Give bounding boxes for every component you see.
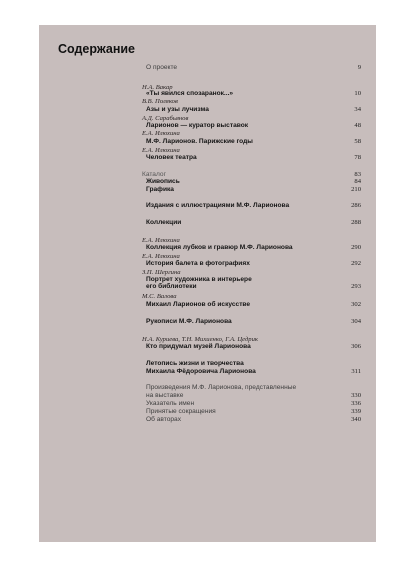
toc-author: З.П. Шергина <box>142 269 181 276</box>
toc-page-number: 292 <box>351 260 361 267</box>
toc-title: Произведения М.Ф. Ларионова, представленные <box>146 384 297 391</box>
toc-author: Е.А. Илюхина <box>142 130 180 137</box>
toc-title: М.Ф. Ларионов. Парижские годы <box>146 138 253 145</box>
toc-title: Издания с иллюстрациями М.Ф. Ларионова <box>146 202 290 209</box>
toc-page-number: 311 <box>351 368 361 375</box>
toc-title: Указатель имен <box>146 400 195 407</box>
toc-page-number: 9 <box>357 64 361 71</box>
toc-title: на выставке <box>146 392 184 399</box>
toc-entry <box>39 62 376 74</box>
toc-author: В.В. Поляков <box>142 98 178 105</box>
toc-title: Летопись жизни и творчества <box>146 360 244 367</box>
toc-title: «Ты явился спозаранок...» <box>146 90 234 97</box>
toc-title: Ларионов — куратор выставок <box>146 122 249 129</box>
toc-entry <box>39 200 376 212</box>
toc-entry <box>39 366 376 378</box>
toc-page-number: 306 <box>351 343 361 350</box>
toc-title: Михаил Ларионов об искусстве <box>146 301 251 308</box>
toc-page-number: 210 <box>351 186 361 193</box>
toc-page-number: 304 <box>351 318 361 325</box>
toc-author: Н.А. Куриева, Т.Н. Михиенко, Г.А. Цедрик <box>142 336 258 343</box>
toc-page-number: 78 <box>354 154 361 161</box>
toc-section-label: Каталог <box>142 171 166 178</box>
book-page <box>39 25 376 542</box>
toc-page-number: 293 <box>351 283 361 290</box>
toc-title: Рукописи М.Ф. Ларионова <box>146 318 232 325</box>
toc-author: А.Д. Сарабьянов <box>142 115 189 122</box>
toc-author: Е.А. Илюхина <box>142 147 180 154</box>
toc-title: Азы и узы лучизма <box>146 106 209 113</box>
toc-page-number: 330 <box>351 392 361 399</box>
toc-page-number: 48 <box>354 122 361 129</box>
toc-page-number: 286 <box>351 202 361 209</box>
toc-author: М.С. Валова <box>142 293 177 300</box>
toc-title: Михаила Фёдоровича Ларионова <box>146 368 256 375</box>
toc-entry <box>39 341 376 353</box>
toc-page-number: 302 <box>351 301 361 308</box>
toc-title: Графика <box>146 186 174 193</box>
toc-page-number: 290 <box>351 244 361 251</box>
toc-page-number: 340 <box>351 416 361 423</box>
toc-author: Е.А. Илюхина <box>142 253 180 260</box>
toc-author: Е.А. Илюхина <box>142 237 180 244</box>
toc-entry <box>39 414 376 426</box>
toc-title: Живопись <box>146 178 180 185</box>
toc-title: Кто придумал музей Ларионова <box>146 343 251 350</box>
toc-page-number: 58 <box>354 138 361 145</box>
toc-page-number: 10 <box>354 90 361 97</box>
toc-page-number: 34 <box>354 106 361 113</box>
toc-entry <box>39 217 376 229</box>
toc-title: Принятые сокращения <box>146 408 216 415</box>
toc-page-number: 288 <box>351 219 361 226</box>
toc-title: Человек театра <box>146 154 197 161</box>
toc-title: его библиотеки <box>146 283 197 290</box>
toc-title: Портрет художника в интерьере <box>146 276 252 283</box>
toc-page-number: 84 <box>354 178 361 185</box>
toc-title: О проекте <box>146 64 178 71</box>
page-title: Содержание <box>58 42 136 56</box>
toc-entry <box>39 152 376 164</box>
toc-page-number: 336 <box>351 400 361 407</box>
toc-entry <box>39 299 376 311</box>
toc-author: Н.А. Вакар <box>142 84 173 91</box>
toc-page-number: 83 <box>354 171 361 178</box>
toc-title: Коллекция лубков и гравюр М.Ф. Ларионова <box>146 244 293 251</box>
toc-page-number: 339 <box>351 408 361 415</box>
toc-title: История балета в фотографиях <box>146 260 250 267</box>
toc-title: Коллекции <box>146 219 182 226</box>
toc-entry <box>39 184 376 196</box>
toc-title: Об авторах <box>146 416 182 423</box>
toc-entry <box>39 316 376 328</box>
